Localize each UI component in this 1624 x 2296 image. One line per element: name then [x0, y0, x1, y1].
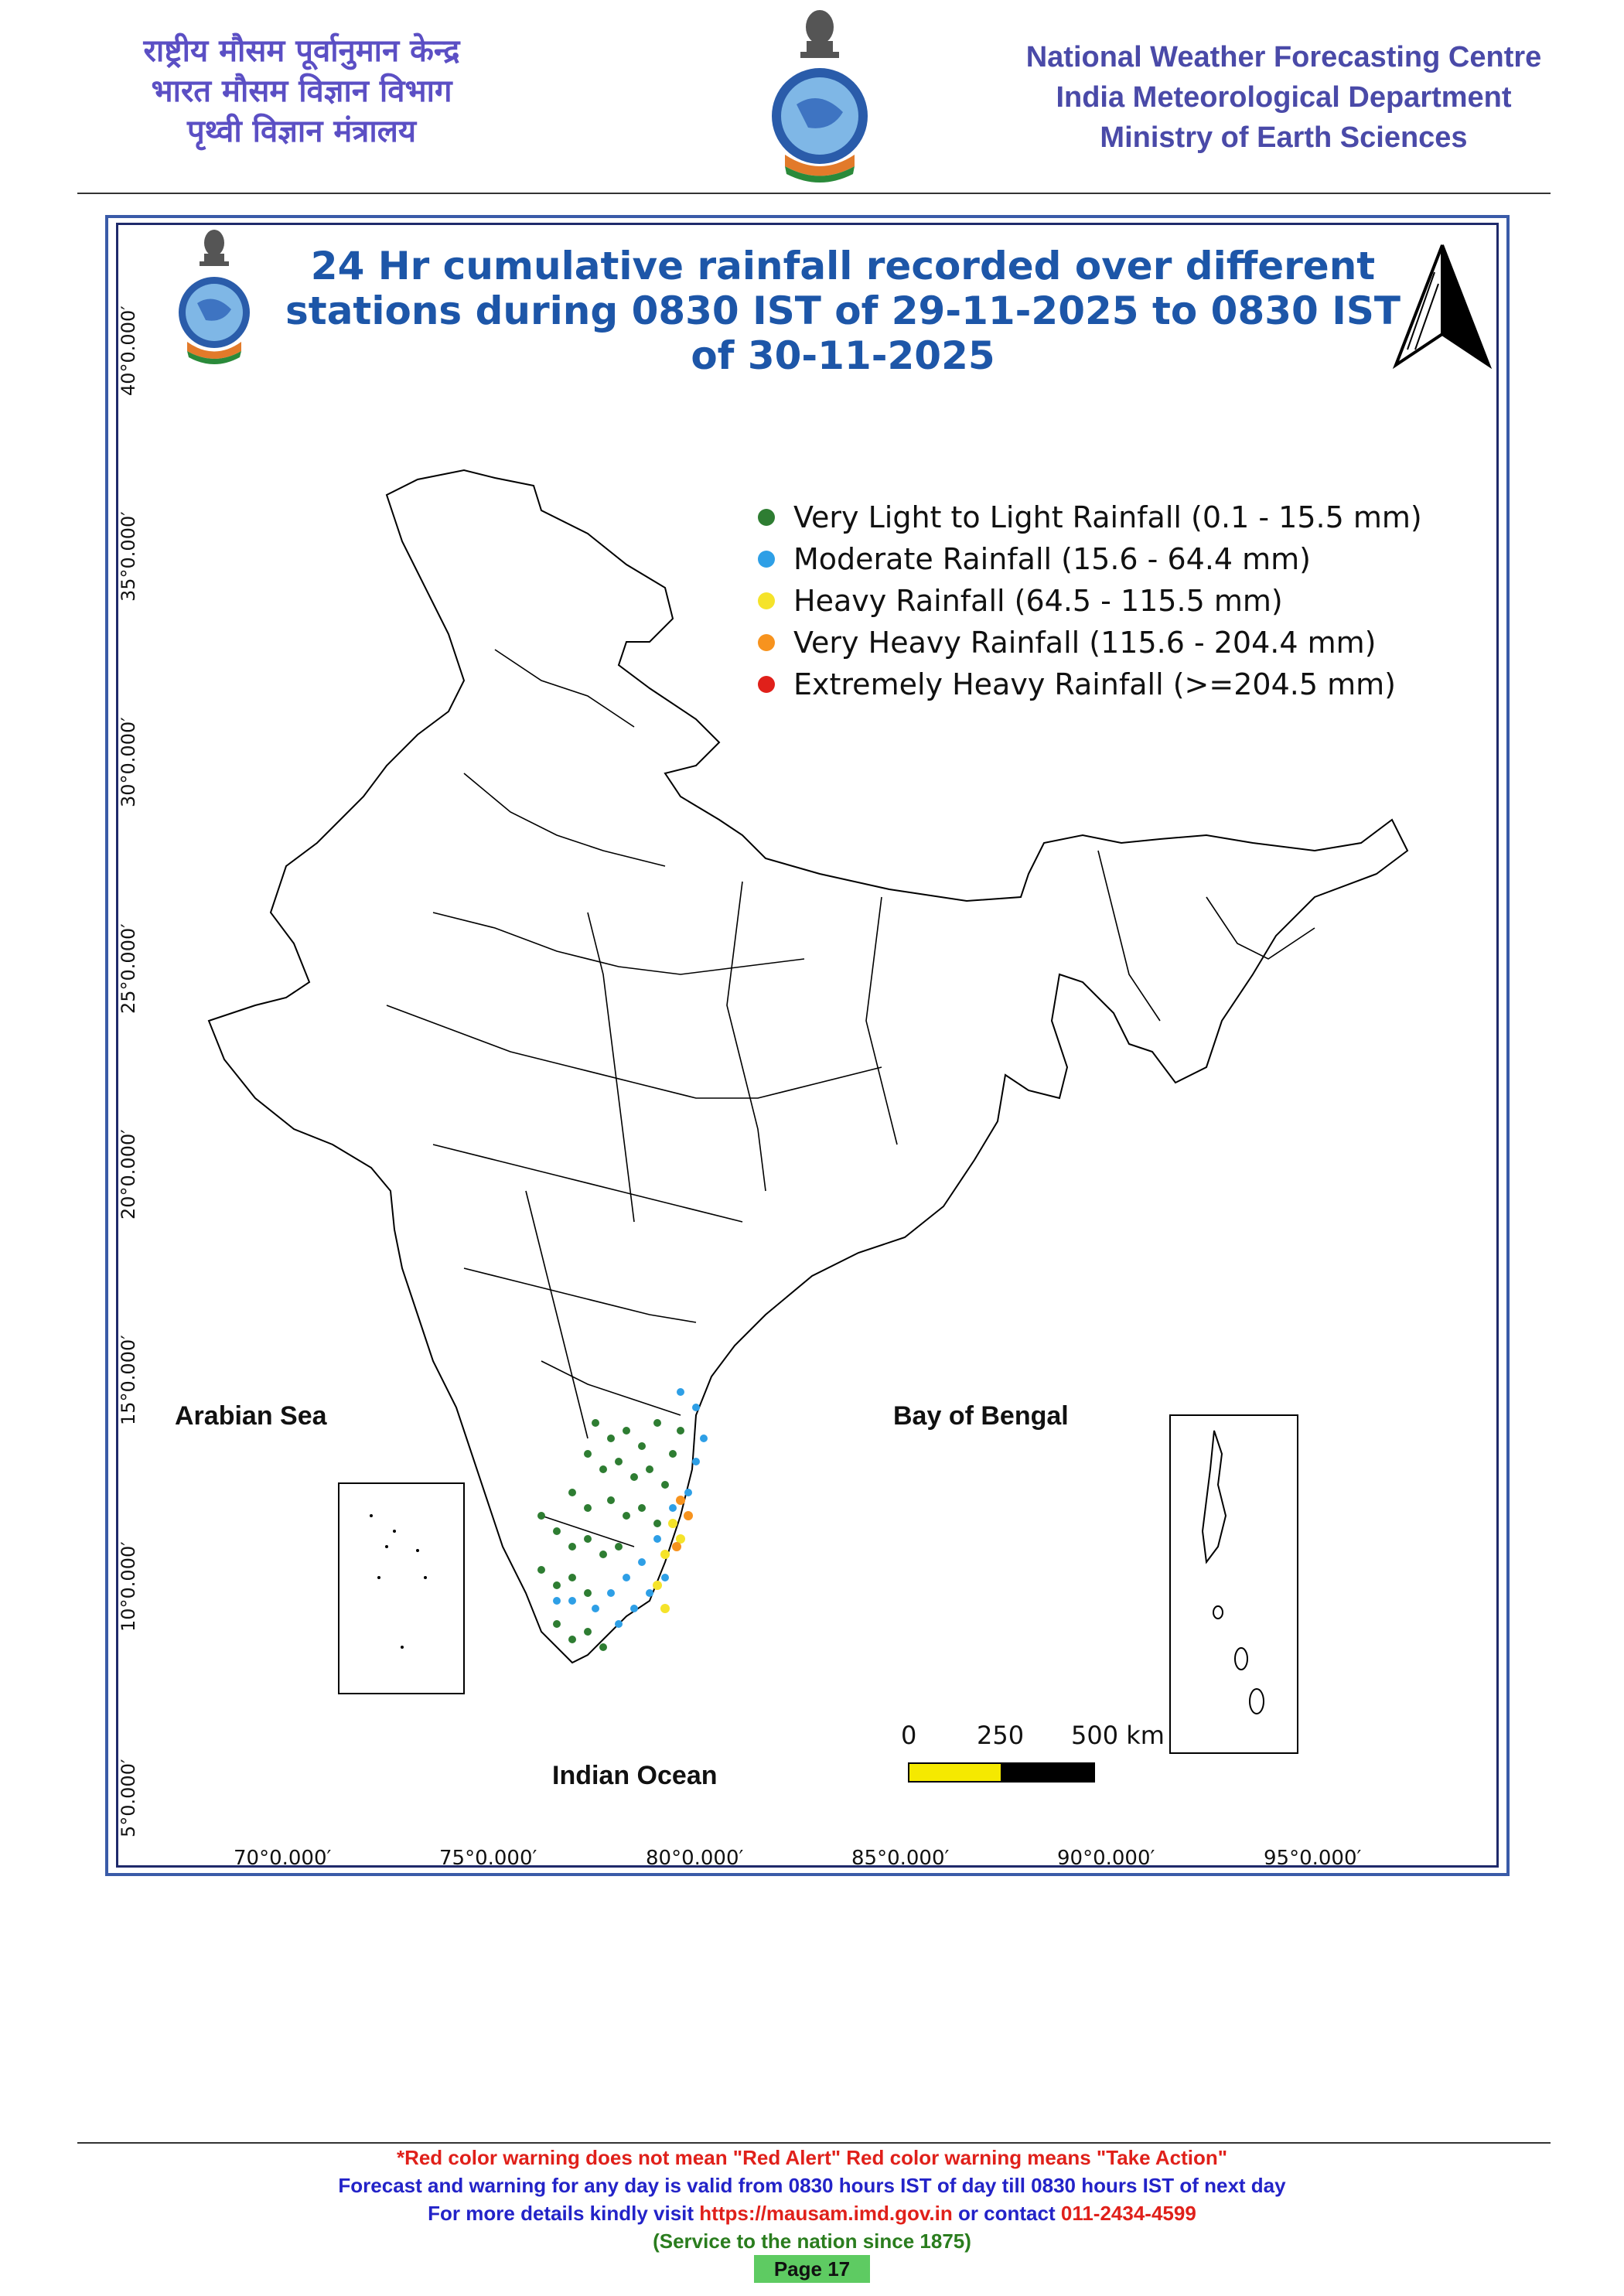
legend-label: Heavy Rainfall (64.5 - 115.5 mm) — [793, 584, 1283, 618]
lat-label: 40°0.000′ — [118, 305, 139, 396]
lon-label: 90°0.000′ — [1057, 1847, 1155, 1870]
contact-prefix: For more details kindly visit — [428, 2202, 700, 2225]
lon-label: 75°0.000′ — [439, 1847, 537, 1870]
contact-line — [0, 2199, 1624, 2227]
lon-label: 70°0.000′ — [234, 1847, 332, 1870]
english-line-1: National Weather Forecasting Centre — [1025, 41, 1542, 73]
header-hindi — [70, 31, 534, 152]
lat-label: 5°0.000′ — [118, 1759, 139, 1837]
india-map — [116, 223, 1499, 1868]
legend-label: Very Light to Light Rainfall (0.1 - 15.5 mm) — [793, 500, 1422, 534]
header-divider — [77, 193, 1551, 194]
lat-label: 20°0.000′ — [118, 1129, 139, 1220]
contact-mid: or contact — [952, 2202, 1061, 2225]
english-line-2: India Meteorological Department — [1056, 81, 1512, 114]
hindi-line-3: पृथ्वी विज्ञान मंत्रालय — [186, 114, 417, 149]
lat-label: 30°0.000′ — [118, 717, 139, 807]
lat-label: 35°0.000′ — [118, 511, 139, 602]
imd-emblem-icon — [762, 4, 878, 189]
website-link[interactable]: https://mausam.imd.gov.in — [699, 2202, 953, 2225]
lon-label: 95°0.000′ — [1264, 1847, 1362, 1870]
english-line-3: Ministry of Earth Sciences — [1100, 121, 1468, 154]
footer — [0, 2144, 1624, 2283]
scale-mid: 250 — [977, 1721, 1025, 1750]
lon-label: 80°0.000′ — [646, 1847, 744, 1870]
red-warning-note: *Red color warning does not mean "Red Alert" Red color warning means "Take Action" — [396, 2146, 1228, 2169]
scale-zero: 0 — [901, 1721, 917, 1750]
bay-of-bengal-label: Bay of Bengal — [893, 1401, 1069, 1431]
map-title: 24 Hr cumulative rainfall recorded over different stations during 0830 IST of 29-11-2025 to 0830 IST of 30-11-2025 — [285, 244, 1401, 378]
lat-label: 10°0.000′ — [118, 1541, 139, 1632]
scale-end: 500 km — [1071, 1721, 1165, 1750]
service-note: (Service to the nation since 1875) — [653, 2229, 971, 2253]
page-number-badge: Page 17 — [754, 2255, 870, 2283]
lat-label: 25°0.000′ — [118, 923, 139, 1014]
hindi-line-1: राष्ट्रीय मौसम पूर्वानुमान केन्द्र — [143, 33, 460, 69]
legend-label: Very Heavy Rainfall (115.6 - 204.4 mm) — [793, 626, 1377, 660]
validity-note: Forecast and warning for any day is valid from 0830 hours IST of day till 0830 hours IST of next day — [338, 2174, 1286, 2197]
phone-number: 011-2434-4599 — [1060, 2202, 1196, 2225]
header-english — [990, 37, 1578, 158]
arabian-sea-label: Arabian Sea — [175, 1401, 327, 1431]
legend-label: Moderate Rainfall (15.6 - 64.4 mm) — [793, 542, 1312, 576]
lon-label: 85°0.000′ — [851, 1847, 950, 1870]
lat-label: 15°0.000′ — [118, 1335, 139, 1425]
hindi-line-2: भारत मौसम विज्ञान विभाग — [151, 73, 452, 109]
legend-label: Extremely Heavy Rainfall (>=204.5 mm) — [793, 667, 1396, 701]
indian-ocean-label: Indian Ocean — [552, 1761, 718, 1790]
